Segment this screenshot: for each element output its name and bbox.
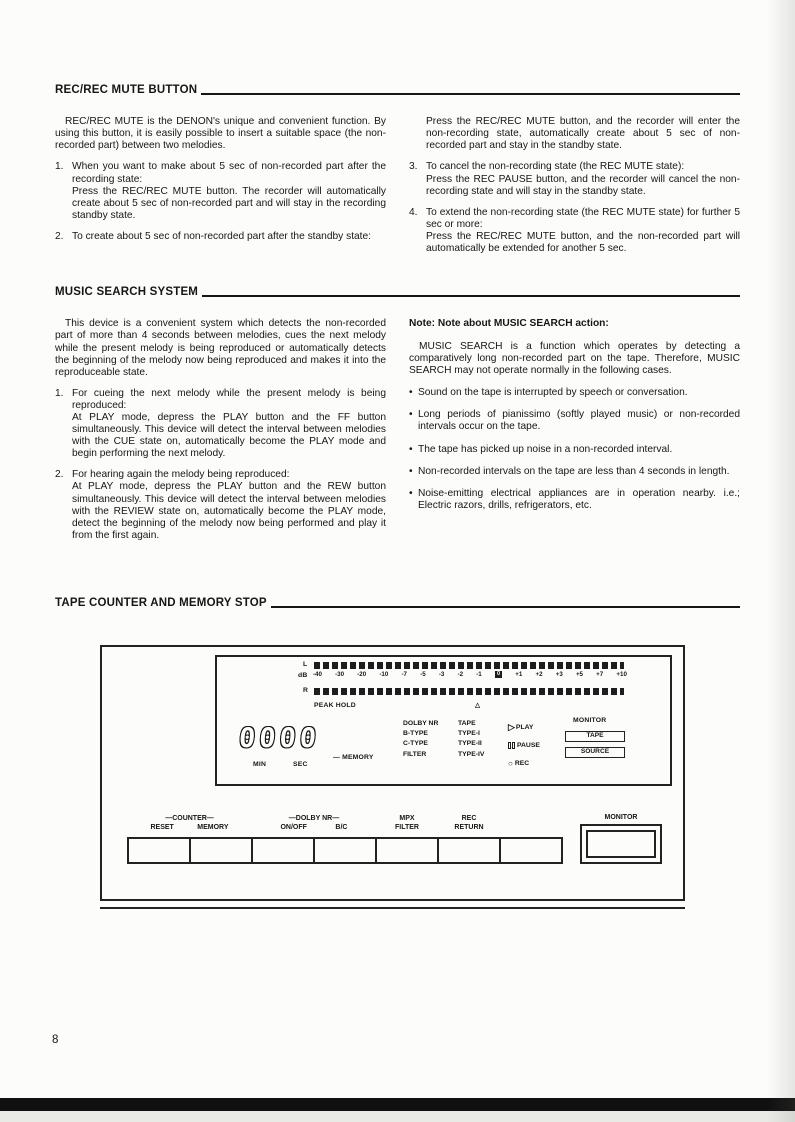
section-title: REC/REC MUTE BUTTON bbox=[55, 84, 198, 96]
tape-row: TYPE-IV bbox=[458, 750, 485, 758]
scale-tick: -2 bbox=[457, 670, 464, 678]
display-window bbox=[215, 655, 672, 786]
scale-tick: -30 bbox=[335, 670, 345, 678]
panel-outline bbox=[100, 645, 685, 901]
scale-zero-marker: 0 bbox=[496, 670, 501, 677]
rec-icon: ○ bbox=[508, 758, 513, 768]
scale-tick: +5 bbox=[575, 670, 583, 678]
section-tape-counter bbox=[55, 597, 740, 920]
panel-base-line bbox=[100, 907, 685, 909]
note-intro: MUSIC SEARCH is a function which operates by detecting a comparatively long non-recorded part on the tape. Therefore, MUSIC SEARCH may not operate normally in the following cases. bbox=[409, 340, 740, 376]
scale-tick: -5 bbox=[420, 670, 426, 678]
right-column bbox=[409, 308, 740, 551]
dolby-row: FILTER bbox=[403, 750, 427, 758]
list-item-body: At PLAY mode, depress the PLAY button and the REW button simultaneously. This device will detect the interval between melodies with the REVIEW state on, automatically become the PLAY mode, detect the beginning of the melody now being performed and play it from the first again. bbox=[72, 481, 386, 541]
peak-hold-label: PEAK HOLD bbox=[314, 701, 356, 709]
panel-button bbox=[377, 839, 439, 862]
right-column bbox=[409, 106, 740, 264]
scale-tick: +10 bbox=[616, 670, 627, 678]
reset-label: RESET bbox=[150, 824, 174, 832]
list-item-head: When you want to make about 5 sec of non-recorded part after the recording state: bbox=[72, 161, 386, 185]
section-heading bbox=[55, 286, 740, 298]
play-label: PLAY bbox=[515, 723, 534, 731]
list-item bbox=[409, 207, 740, 255]
section-title: TAPE COUNTER AND MEMORY STOP bbox=[55, 596, 267, 609]
note-title: Note: Note about MUSIC SEARCH action: bbox=[409, 318, 609, 330]
counter-controls-labels bbox=[127, 814, 252, 833]
front-panel-diagram bbox=[100, 645, 685, 920]
return-label: RETURN bbox=[454, 824, 484, 832]
section-rec-mute bbox=[55, 84, 740, 264]
scale-tick: -7 bbox=[401, 670, 408, 678]
list-item-body: Press the REC PAUSE button, and the recorder will cancel the non-recording state and will stay in the standby state. bbox=[426, 173, 740, 197]
bullet-item: • The tape has picked up noise in a non-recorded interval. bbox=[409, 444, 740, 456]
mpx-filter-labels bbox=[376, 814, 438, 833]
left-channel-label: L bbox=[303, 660, 308, 668]
dolby-nr-header: DOLBY NR bbox=[403, 719, 439, 727]
section-heading bbox=[55, 597, 740, 609]
two-column-text bbox=[55, 106, 740, 264]
scale-tick: +3 bbox=[555, 670, 563, 678]
mpx-label: MPX bbox=[399, 814, 415, 822]
play-icon: ▷ bbox=[508, 722, 515, 733]
play-indicator bbox=[508, 719, 540, 737]
scale-tick: -3 bbox=[438, 670, 445, 678]
filter-label: FILTER bbox=[395, 824, 419, 832]
pause-icon bbox=[512, 742, 515, 749]
monitor-header: MONITOR bbox=[573, 716, 607, 724]
panel-button bbox=[253, 839, 315, 862]
two-column-text bbox=[55, 308, 740, 551]
list-item-head: For cueing the next melody while the present melody is being reproduced: bbox=[72, 387, 386, 411]
tape-row: TYPE-I bbox=[458, 730, 480, 738]
list-number: 1. bbox=[55, 161, 64, 173]
monitor-button bbox=[580, 824, 662, 864]
bullet-item: • Sound on the tape is interrupted by speech or conversation. bbox=[409, 387, 740, 399]
tape-header: TAPE bbox=[458, 719, 476, 727]
bc-label: B/C bbox=[335, 824, 348, 832]
onoff-label: ON/OFF bbox=[280, 824, 307, 832]
db-label: dB bbox=[298, 671, 308, 679]
tape-type-indicators bbox=[458, 719, 484, 760]
list-item bbox=[55, 388, 386, 461]
heading-rule bbox=[201, 93, 740, 95]
monitor-label: MONITOR bbox=[604, 813, 638, 821]
heading-rule bbox=[202, 295, 740, 297]
scale-tick: -1 bbox=[476, 670, 482, 678]
list-number: 4. bbox=[409, 206, 418, 218]
list-item-body: At PLAY mode, depress the PLAY button and the FF button simultaneously. This device will detect the interval between melodies with the CUE state on, automatically become the PLAY mode and begin performing the next melody. bbox=[72, 411, 386, 460]
panel-button bbox=[501, 839, 561, 862]
panel-button bbox=[315, 839, 377, 862]
tape-counter-digits: 0000 bbox=[237, 722, 322, 754]
list-item-head: To extend the non-recording state (the REC MUTE state) for further 5 sec or more: bbox=[426, 206, 740, 230]
list-item bbox=[55, 161, 386, 221]
heading-rule bbox=[271, 606, 740, 608]
list-item bbox=[409, 161, 740, 197]
list-number: 2. bbox=[55, 469, 64, 481]
section-heading bbox=[55, 84, 740, 96]
list-number: 1. bbox=[55, 387, 64, 399]
section-music-search bbox=[55, 286, 740, 551]
list-item-head: To cancel the non-recording state (the REC MUTE state): bbox=[426, 161, 685, 173]
memory-indicator-label: — MEMORY bbox=[333, 753, 374, 761]
bullet-item: • Noise-emitting electrical appliances are in operation nearby. i.e.; Electric razors, drills, refrigerators, etc. bbox=[409, 488, 740, 512]
monitor-button-cap bbox=[586, 830, 656, 858]
scale-tick: +2 bbox=[535, 670, 543, 678]
dolby-row: B-TYPE bbox=[403, 730, 428, 738]
left-column bbox=[55, 106, 386, 264]
pause-icon bbox=[508, 742, 511, 749]
pause-label: PAUSE bbox=[517, 741, 540, 749]
bullet-list bbox=[409, 387, 740, 512]
intro-paragraph: This device is a convenient system which detects the non-recorded part of more than 4 seconds between melodies, cues the next melody while the present melody is being reproduced or automatically detects the beginning of the melody now being reproduced and makes it into the reproduceable state. bbox=[55, 318, 386, 378]
section-title: MUSIC SEARCH SYSTEM bbox=[55, 286, 199, 299]
scan-bottom-edge bbox=[0, 1111, 795, 1122]
pause-indicator bbox=[508, 737, 540, 755]
rec-label: REC bbox=[514, 759, 530, 767]
dolby-nr-indicators bbox=[403, 719, 438, 760]
monitor-tape-indicator: TAPE bbox=[565, 731, 625, 742]
scale-tick: +7 bbox=[596, 670, 604, 678]
list-number: 2. bbox=[55, 230, 64, 242]
monitor-source-indicator: SOURCE bbox=[565, 747, 625, 758]
counter-group-label: —COUNTER— bbox=[165, 814, 214, 822]
dolby-row: C-TYPE bbox=[403, 740, 428, 748]
level-meter-right bbox=[314, 688, 624, 695]
level-meter-left bbox=[314, 662, 624, 669]
scale-tick: -40 bbox=[313, 670, 322, 678]
sec-label: SEC bbox=[293, 760, 308, 768]
min-label: MIN bbox=[253, 760, 267, 768]
list-item-head: For hearing again the melody being reproduced: bbox=[72, 469, 290, 481]
rec-return-labels bbox=[438, 814, 500, 833]
panel-button bbox=[129, 839, 191, 862]
dolby-group-label: —DOLBY NR— bbox=[288, 814, 340, 822]
panel-button bbox=[191, 839, 253, 862]
rec-label: REC bbox=[461, 814, 477, 822]
rec-indicator bbox=[508, 755, 540, 773]
page-number: 8 bbox=[52, 1034, 59, 1046]
list-item-body: Press the REC/REC MUTE button. The recorder will automatically create about 5 sec of non-recorded part and will stay in the recording standby state. bbox=[72, 185, 386, 221]
continuation-paragraph: Press the REC/REC MUTE button, and the recorder will enter the non-recording state, automatically create about 5 sec of non-recorded part and stay in the standby state. bbox=[426, 116, 740, 152]
scale-tick: +1 bbox=[515, 670, 523, 678]
button-strip bbox=[127, 837, 563, 864]
left-column bbox=[55, 308, 386, 551]
peak-marker-icon: △ bbox=[475, 701, 481, 709]
memory-label: MEMORY bbox=[197, 824, 229, 832]
list-item-head: To create about 5 sec of non-recorded part after the standby state: bbox=[72, 230, 372, 242]
intro-paragraph: REC/REC MUTE is the DENON's unique and convenient function. By using this button, it is easily possible to insert a suitable space (the non-recorded part) between two melodies. bbox=[55, 116, 386, 152]
panel-button bbox=[439, 839, 501, 862]
scale-tick: -20 bbox=[357, 670, 367, 678]
list-number: 3. bbox=[409, 161, 418, 173]
bullet-item: • Non-recorded intervals on the tape are less than 4 seconds in length. bbox=[409, 466, 740, 478]
dolby-controls-labels bbox=[252, 814, 376, 833]
tape-row: TYPE-II bbox=[458, 740, 482, 748]
scan-bottom-bar bbox=[0, 1098, 795, 1111]
list-item bbox=[55, 469, 386, 542]
right-channel-label: R bbox=[303, 686, 309, 694]
list-item-body: Press the REC/REC MUTE button, and the non-recorded part will automatically be extended for another 5 sec. bbox=[426, 230, 740, 255]
db-scale bbox=[313, 671, 627, 678]
scale-tick: -10 bbox=[379, 670, 389, 678]
bullet-item: • Long periods of pianissimo (softly played music) or non-recorded intervals occur on the tape. bbox=[409, 409, 740, 433]
monitor-button-label bbox=[580, 813, 662, 823]
list-item bbox=[55, 231, 386, 243]
transport-indicators bbox=[508, 719, 540, 773]
